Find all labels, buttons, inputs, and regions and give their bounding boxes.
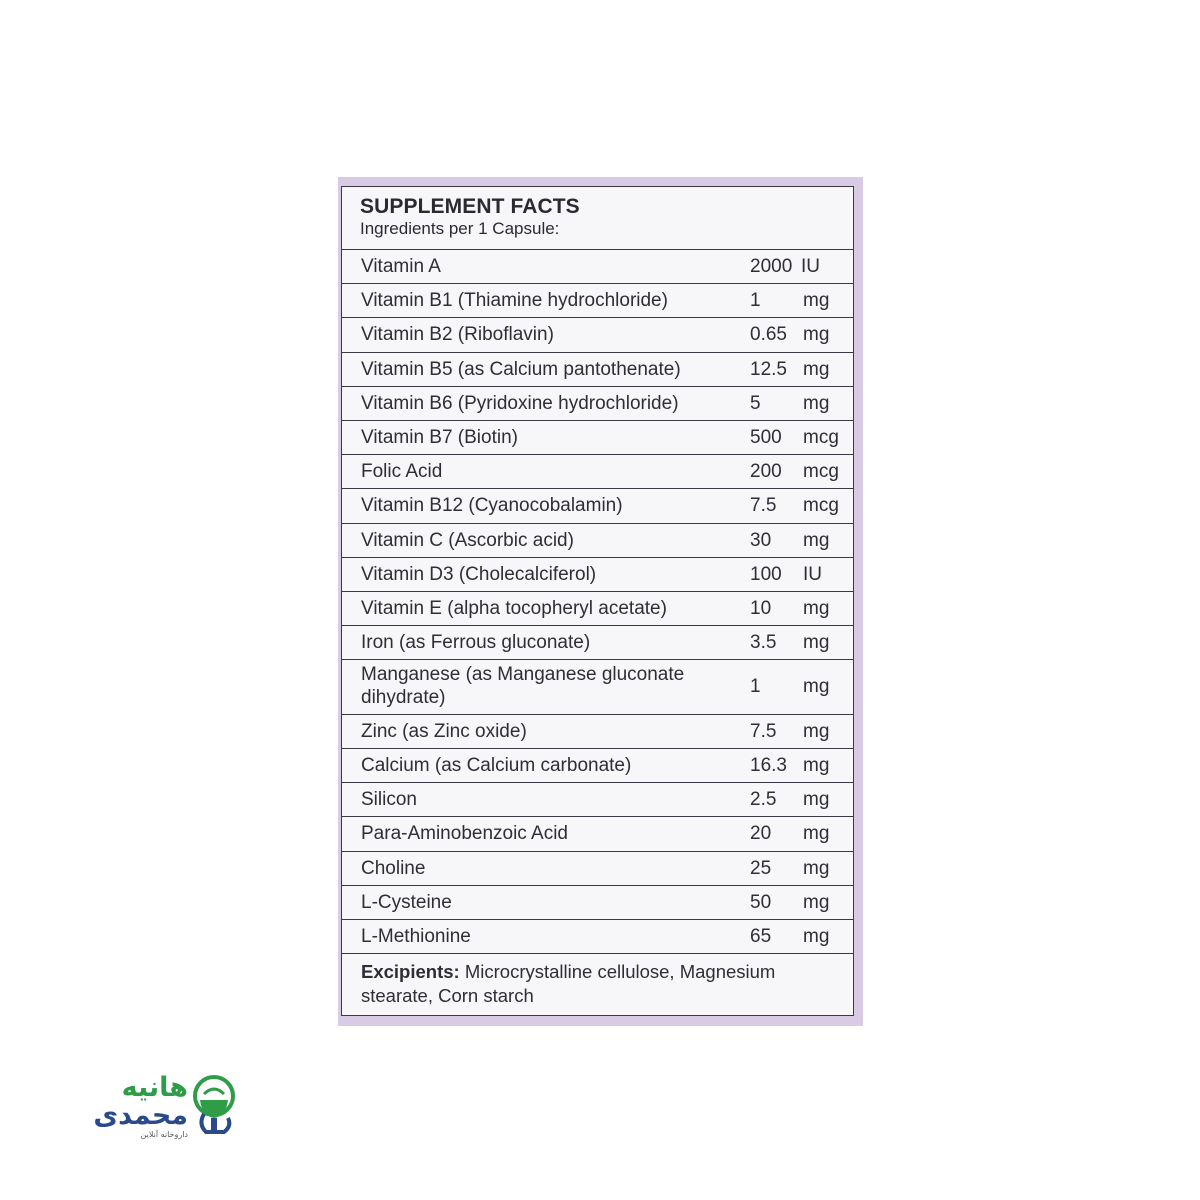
ingredient-unit: mg	[803, 358, 830, 380]
ingredient-name: Vitamin B7 (Biotin)	[361, 426, 518, 448]
ingredient-amount: 500	[750, 426, 782, 448]
ingredient-amount: 1	[750, 290, 761, 312]
ingredient-amount: 200	[750, 461, 782, 483]
ingredient-amount: 100	[750, 563, 782, 585]
ingredient-name: L-Methionine	[361, 925, 471, 947]
ingredient-amount: 7.5	[750, 720, 777, 742]
ingredient-name: Para-Aminobenzoic Acid	[361, 823, 568, 845]
supplement-facts-panel	[341, 186, 854, 1016]
ingredient-name: L-Cysteine	[361, 891, 452, 913]
ingredient-amount: 25	[750, 857, 772, 879]
ingredient-unit: IU	[803, 563, 822, 585]
pharmacy-logo[interactable]	[60, 1072, 245, 1142]
ingredient-unit: mcg	[803, 495, 839, 517]
logo-text-line1: هانیه	[121, 1072, 188, 1103]
ingredient-amount: 1	[750, 676, 761, 698]
ingredient-row	[342, 715, 853, 749]
ingredient-unit: mg	[803, 290, 830, 312]
ingredient-unit: mg	[803, 754, 830, 776]
logo-text-line2: محمدی	[93, 1100, 188, 1131]
ingredient-row	[342, 524, 853, 558]
facts-header	[342, 187, 853, 250]
ingredient-unit: mg	[803, 392, 830, 414]
ingredient-unit: mg	[803, 597, 830, 619]
ingredient-unit: mcg	[803, 426, 839, 448]
ingredient-name: Iron (as Ferrous gluconate)	[361, 632, 591, 654]
ingredient-amount: 2.5	[750, 789, 777, 811]
ingredient-row	[342, 886, 853, 920]
ingredient-name: Vitamin B1 (Thiamine hydrochloride)	[361, 290, 668, 312]
ingredient-amount: 65	[750, 925, 772, 947]
facts-title: SUPPLEMENT FACTS	[360, 195, 580, 218]
excipients-note	[342, 954, 853, 1008]
ingredient-name: Vitamin B5 (as Calcium pantothenate)	[361, 358, 681, 380]
ingredient-name: Vitamin D3 (Cholecalciferol)	[361, 563, 597, 585]
excipients-text: Microcrystalline cellulose, Magnesium stearate, Corn starch	[361, 961, 776, 1007]
logo-tagline: داروخانه آنلاین	[140, 1130, 188, 1139]
ingredient-amount: 3.5	[750, 632, 777, 654]
supplement-label-card	[338, 177, 863, 1026]
ingredient-amount: 2000	[750, 256, 793, 277]
ingredient-row	[342, 783, 853, 817]
ingredient-name: Vitamin B12 (Cyanocobalamin)	[361, 495, 623, 517]
excipients-label: Excipients:	[361, 961, 460, 983]
pharmacy-mortar-icon	[190, 1074, 242, 1140]
ingredient-unit: mg	[803, 857, 830, 879]
ingredient-row	[342, 626, 853, 660]
facts-subtitle: Ingredients per 1 Capsule:	[360, 219, 560, 238]
ingredient-row	[342, 558, 853, 592]
ingredient-row	[342, 353, 853, 387]
ingredient-amount: 12.5	[750, 358, 787, 380]
ingredient-name: Vitamin B2 (Riboflavin)	[361, 324, 554, 346]
ingredient-row	[342, 489, 853, 523]
ingredient-amount: 7.5	[750, 495, 777, 517]
ingredient-name: Folic Acid	[361, 461, 443, 483]
ingredient-unit: mg	[803, 632, 830, 654]
ingredient-name: Vitamin E (alpha tocopheryl acetate)	[361, 597, 667, 619]
ingredient-row	[342, 250, 853, 284]
ingredient-unit: mg	[803, 823, 830, 845]
ingredient-unit: mg	[803, 324, 830, 346]
ingredient-name: Calcium (as Calcium carbonate)	[361, 754, 632, 776]
ingredient-amount: 50	[750, 891, 772, 913]
ingredient-unit: mg	[803, 720, 830, 742]
ingredient-name: Manganese (as Manganese gluconate dihydrate)	[361, 664, 685, 709]
ingredient-amount: 20	[750, 823, 772, 845]
ingredient-name: Vitamin B6 (Pyridoxine hydrochloride)	[361, 392, 679, 414]
ingredient-name: Silicon	[361, 789, 417, 811]
ingredient-amount: 30	[750, 529, 772, 551]
ingredient-name: Choline	[361, 857, 426, 879]
ingredient-unit: mg	[803, 925, 830, 947]
ingredient-unit: mg	[803, 529, 830, 551]
ingredient-amount: 10	[750, 597, 772, 619]
ingredient-row	[342, 817, 853, 851]
ingredient-name: Zinc (as Zinc oxide)	[361, 720, 527, 742]
ingredient-row	[342, 387, 853, 421]
ingredient-row	[342, 852, 853, 886]
ingredient-row	[342, 421, 853, 455]
ingredient-row	[342, 455, 853, 489]
ingredient-row	[342, 284, 853, 318]
ingredient-name: Vitamin A	[361, 256, 441, 277]
ingredient-row	[342, 660, 853, 715]
ingredient-unit: mg	[803, 891, 830, 913]
ingredient-row	[342, 318, 853, 352]
ingredient-unit: mcg	[803, 461, 839, 483]
ingredient-row	[342, 749, 853, 783]
ingredient-amount: 16.3	[750, 754, 787, 776]
ingredient-unit: IU	[801, 256, 820, 277]
ingredient-unit: mg	[803, 789, 830, 811]
ingredient-unit: mg	[803, 676, 830, 698]
ingredient-amount: 5	[750, 392, 761, 414]
ingredient-amount: 0.65	[750, 324, 787, 346]
ingredient-row	[342, 920, 853, 954]
ingredient-name: Vitamin C (Ascorbic acid)	[361, 529, 574, 551]
ingredient-row	[342, 592, 853, 626]
